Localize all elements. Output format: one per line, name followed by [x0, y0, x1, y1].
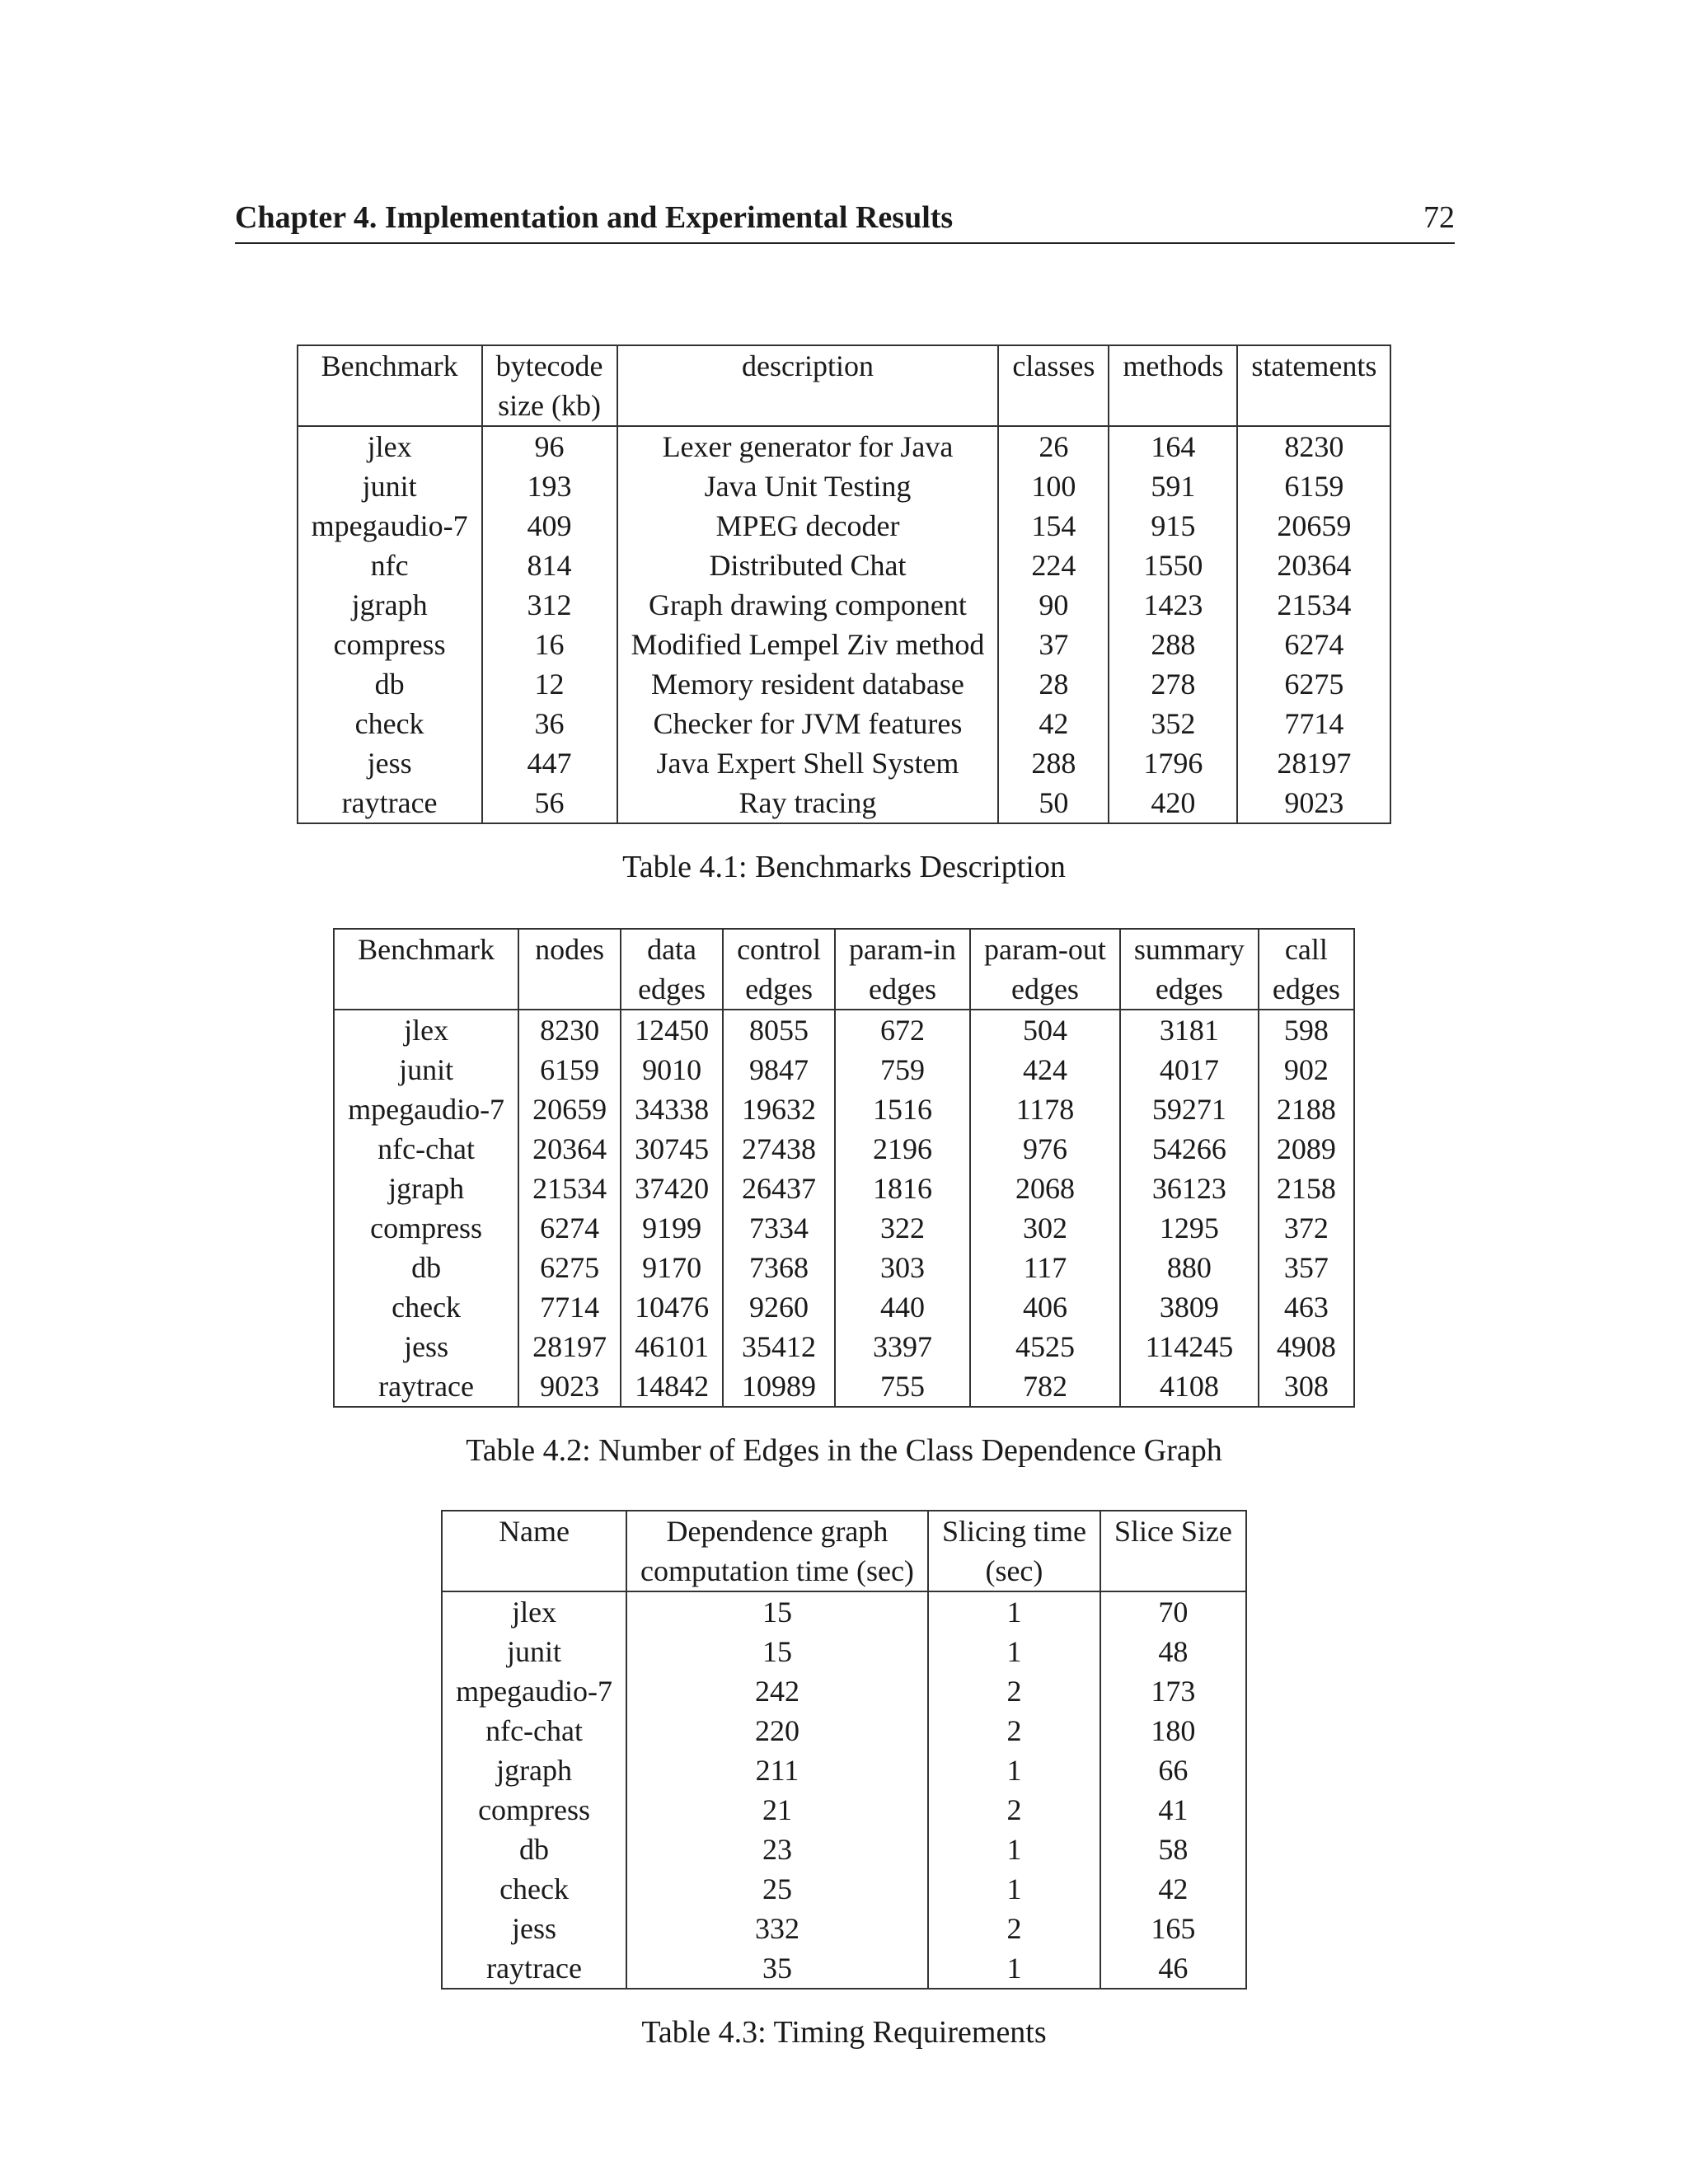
- table-cell: db: [442, 1830, 626, 1869]
- column-header: [1100, 1511, 1246, 1591]
- table-cell: 20364: [1237, 546, 1390, 585]
- table-cell: 26437: [723, 1169, 835, 1208]
- table-cell: 19632: [723, 1090, 835, 1129]
- table-row: [298, 585, 1391, 625]
- table-cell: 14842: [621, 1366, 723, 1407]
- table-cell: 406: [970, 1287, 1120, 1327]
- table-cell: 755: [835, 1366, 970, 1407]
- table-cell: 16: [482, 625, 617, 664]
- table-cell: 2158: [1259, 1169, 1354, 1208]
- table-cell: 12450: [621, 1010, 723, 1050]
- table-cell: 880: [1120, 1248, 1259, 1287]
- column-header: [998, 345, 1109, 426]
- table-row: [298, 625, 1391, 664]
- column-header-line: Slicing time: [941, 1515, 1086, 1548]
- table-cell: 288: [1109, 625, 1237, 664]
- table-cell: 90: [998, 585, 1109, 625]
- table-cell: mpegaudio-7: [334, 1090, 518, 1129]
- table-cell: 9023: [1237, 783, 1390, 823]
- table-cell: 6275: [518, 1248, 621, 1287]
- table-cell: 21534: [1237, 585, 1390, 625]
- timing-requirements-table: [441, 1510, 1247, 1990]
- column-header: [617, 345, 999, 426]
- table-4-1-block: [0, 344, 1688, 887]
- table-cell: 814: [482, 546, 617, 585]
- table-row: [334, 1050, 1354, 1090]
- table-cell: 26: [998, 426, 1109, 466]
- table-cell: 30745: [621, 1129, 723, 1169]
- column-header-line: [1251, 386, 1376, 425]
- table-cell: 50: [998, 783, 1109, 823]
- table-cell: mpegaudio-7: [298, 506, 482, 546]
- column-header: [442, 1511, 626, 1591]
- column-header-line: edges: [745, 972, 814, 1005]
- table-cell: 25: [626, 1869, 928, 1909]
- table-row: [442, 1750, 1246, 1790]
- table-row: [334, 1248, 1354, 1287]
- table-cell: 173: [1100, 1671, 1246, 1711]
- table-cell: junit: [334, 1050, 518, 1090]
- column-header: [298, 345, 482, 426]
- table-cell: 447: [482, 743, 617, 783]
- column-header-line: description: [741, 349, 874, 382]
- table-cell: 35412: [723, 1327, 835, 1366]
- benchmarks-description-table: [297, 344, 1392, 824]
- table-cell: 42: [998, 704, 1109, 743]
- table-cell: 9199: [621, 1208, 723, 1248]
- table-cell: 1516: [835, 1090, 970, 1129]
- table-cell: 28: [998, 664, 1109, 704]
- table-cell: 28197: [1237, 743, 1390, 783]
- table-cell: Checker for JVM features: [617, 704, 999, 743]
- table-cell: 3397: [835, 1327, 970, 1366]
- table-cell: 2: [928, 1711, 1100, 1750]
- column-header-line: [312, 386, 468, 425]
- table-cell: 1178: [970, 1090, 1120, 1129]
- table-cell: 21534: [518, 1169, 621, 1208]
- page-number: 72: [1423, 200, 1455, 235]
- table-cell: db: [334, 1248, 518, 1287]
- table-cell: 1: [928, 1750, 1100, 1790]
- column-header-line: edges: [1010, 972, 1079, 1005]
- column-header: [518, 929, 621, 1010]
- table-cell: 312: [482, 585, 617, 625]
- table-cell: jlex: [442, 1591, 626, 1632]
- table-cell: nfc: [298, 546, 482, 585]
- table-row: [334, 1169, 1354, 1208]
- table-cell: 440: [835, 1287, 970, 1327]
- header-row: [334, 929, 1354, 1010]
- table-cell: 1816: [835, 1169, 970, 1208]
- table-cell: 332: [626, 1909, 928, 1948]
- table-cell: 591: [1109, 466, 1237, 506]
- table-cell: 164: [1109, 426, 1237, 466]
- table-cell: 220: [626, 1711, 928, 1750]
- table-cell: 23: [626, 1830, 928, 1869]
- table-cell: jess: [298, 743, 482, 783]
- table-row: [334, 1129, 1354, 1169]
- table-row: [298, 783, 1391, 823]
- table-cell: 46101: [621, 1327, 723, 1366]
- table-cell: 6274: [1237, 625, 1390, 664]
- table-row: [442, 1711, 1246, 1750]
- table-cell: 96: [482, 426, 617, 466]
- table-cell: 2068: [970, 1169, 1120, 1208]
- table-cell: 9170: [621, 1248, 723, 1287]
- column-header-line: computation time (sec): [640, 1554, 914, 1587]
- table-cell: check: [334, 1287, 518, 1327]
- column-header-line: Name: [499, 1515, 570, 1548]
- table-cell: 303: [835, 1248, 970, 1287]
- table-cell: 352: [1109, 704, 1237, 743]
- table-cell: 6275: [1237, 664, 1390, 704]
- header-row: [442, 1511, 1246, 1591]
- table-row: [298, 664, 1391, 704]
- table-cell: 2188: [1259, 1090, 1354, 1129]
- table-cell: 20364: [518, 1129, 621, 1169]
- table-cell: 1295: [1120, 1208, 1259, 1248]
- table-cell: 37420: [621, 1169, 723, 1208]
- table-cell: 8055: [723, 1010, 835, 1050]
- table-cell: 66: [1100, 1750, 1246, 1790]
- table-row: [334, 1366, 1354, 1407]
- column-header-line: Slice Size: [1114, 1515, 1232, 1548]
- table-cell: 48: [1100, 1632, 1246, 1671]
- table-cell: 70: [1100, 1591, 1246, 1632]
- column-header-line: call: [1284, 933, 1328, 966]
- table-cell: Distributed Chat: [617, 546, 999, 585]
- column-header-line: Dependence graph: [666, 1515, 889, 1548]
- table-cell: 598: [1259, 1010, 1354, 1050]
- table-row: [442, 1948, 1246, 1989]
- table-cell: 463: [1259, 1287, 1354, 1327]
- column-header-line: statements: [1251, 349, 1377, 382]
- table-cell: 1: [928, 1948, 1100, 1989]
- table-row: [334, 1208, 1354, 1248]
- column-header-line: edges: [1155, 972, 1223, 1005]
- column-header-line: param-in: [849, 933, 956, 966]
- column-header-line: [1012, 386, 1095, 425]
- table-cell: 976: [970, 1129, 1120, 1169]
- table-row: [298, 704, 1391, 743]
- table-cell: 2: [928, 1909, 1100, 1948]
- table-cell: 242: [626, 1671, 928, 1711]
- table-cell: raytrace: [334, 1366, 518, 1407]
- table-cell: compress: [334, 1208, 518, 1248]
- column-header-line: nodes: [535, 933, 605, 966]
- header-row: [298, 345, 1391, 426]
- table-cell: junit: [442, 1632, 626, 1671]
- column-header-line: [456, 1551, 612, 1591]
- table-row: [442, 1790, 1246, 1830]
- table-cell: 6274: [518, 1208, 621, 1248]
- table-cell: nfc-chat: [442, 1711, 626, 1750]
- table-cell: 1: [928, 1830, 1100, 1869]
- table-cell: 9260: [723, 1287, 835, 1327]
- table-cell: 504: [970, 1010, 1120, 1050]
- table-cell: 2: [928, 1671, 1100, 1711]
- table-cell: 8230: [1237, 426, 1390, 466]
- table-cell: 10989: [723, 1366, 835, 1407]
- column-header: [970, 929, 1120, 1010]
- table-cell: 4017: [1120, 1050, 1259, 1090]
- table-cell: 37: [998, 625, 1109, 664]
- column-header: [621, 929, 723, 1010]
- column-header-line: methods: [1123, 349, 1224, 382]
- table-4-3-caption: Table 4.3: Timing Requirements: [641, 2015, 1047, 2050]
- table-cell: 28197: [518, 1327, 621, 1366]
- table-cell: junit: [298, 466, 482, 506]
- table-row: [298, 743, 1391, 783]
- table-4-2-caption: Table 4.2: Number of Edges in the Class Dependence Graph: [466, 1433, 1222, 1468]
- column-header: [482, 345, 617, 426]
- table-cell: 9010: [621, 1050, 723, 1090]
- table-cell: 4525: [970, 1327, 1120, 1366]
- column-header-line: [1114, 1551, 1232, 1591]
- table-row: [442, 1869, 1246, 1909]
- table-cell: 10476: [621, 1287, 723, 1327]
- table-cell: 20659: [1237, 506, 1390, 546]
- column-header-line: edges: [869, 972, 936, 1005]
- table-cell: Graph drawing component: [617, 585, 999, 625]
- table-cell: check: [298, 704, 482, 743]
- table-row: [442, 1591, 1246, 1632]
- table-cell: jgraph: [334, 1169, 518, 1208]
- table-cell: check: [442, 1869, 626, 1909]
- column-header-line: data: [647, 933, 697, 966]
- column-header-line: bytecode: [495, 349, 603, 382]
- column-header-line: edges: [638, 972, 706, 1005]
- table-4-2-block: [0, 928, 1688, 1470]
- table-cell: db: [298, 664, 482, 704]
- column-header: [1120, 929, 1259, 1010]
- table-cell: 224: [998, 546, 1109, 585]
- table-cell: 782: [970, 1366, 1120, 1407]
- table-cell: 308: [1259, 1366, 1354, 1407]
- column-header-line: size (kb): [498, 389, 602, 422]
- chapter-title: Chapter 4. Implementation and Experimental Results: [235, 200, 954, 235]
- table-cell: 27438: [723, 1129, 835, 1169]
- table-cell: 117: [970, 1248, 1120, 1287]
- table-cell: 4108: [1120, 1366, 1259, 1407]
- table-cell: 759: [835, 1050, 970, 1090]
- table-cell: 7334: [723, 1208, 835, 1248]
- table-cell: 15: [626, 1632, 928, 1671]
- table-cell: Ray tracing: [617, 783, 999, 823]
- table-cell: 7714: [518, 1287, 621, 1327]
- table-cell: 56: [482, 783, 617, 823]
- table-cell: 1796: [1109, 743, 1237, 783]
- table-cell: raytrace: [298, 783, 482, 823]
- table-cell: 2196: [835, 1129, 970, 1169]
- column-header-line: (sec): [985, 1554, 1043, 1587]
- table-cell: 42: [1100, 1869, 1246, 1909]
- table-cell: 3181: [1120, 1010, 1259, 1050]
- table-row: [334, 1010, 1354, 1050]
- column-header-line: [631, 386, 985, 425]
- table-cell: nfc-chat: [334, 1129, 518, 1169]
- table-row: [334, 1287, 1354, 1327]
- table-4-1-caption: Table 4.1: Benchmarks Description: [622, 850, 1066, 884]
- table-cell: 1: [928, 1632, 1100, 1671]
- table-4-3-block: [0, 1510, 1688, 2052]
- table-cell: mpegaudio-7: [442, 1671, 626, 1711]
- table-cell: 2089: [1259, 1129, 1354, 1169]
- table-cell: 12: [482, 664, 617, 704]
- column-header-line: summary: [1133, 933, 1245, 966]
- table-row: [334, 1327, 1354, 1366]
- table-row: [298, 506, 1391, 546]
- table-row: [298, 426, 1391, 466]
- table-cell: 6159: [1237, 466, 1390, 506]
- table-cell: 322: [835, 1208, 970, 1248]
- column-header: [1259, 929, 1354, 1010]
- table-cell: 15: [626, 1591, 928, 1632]
- column-header-line: [532, 969, 607, 1009]
- column-header-line: Benchmark: [321, 349, 458, 382]
- table-cell: 9023: [518, 1366, 621, 1407]
- table-cell: raytrace: [442, 1948, 626, 1989]
- table-cell: 288: [998, 743, 1109, 783]
- table-cell: 9847: [723, 1050, 835, 1090]
- table-cell: 154: [998, 506, 1109, 546]
- table-cell: jgraph: [442, 1750, 626, 1790]
- column-header-line: Benchmark: [358, 933, 495, 966]
- column-header-line: edges: [1272, 972, 1340, 1005]
- column-header: [928, 1511, 1100, 1591]
- column-header: [626, 1511, 928, 1591]
- table-cell: 20659: [518, 1090, 621, 1129]
- table-cell: 420: [1109, 783, 1237, 823]
- table-cell: Java Expert Shell System: [617, 743, 999, 783]
- table-cell: 46: [1100, 1948, 1246, 1989]
- table-cell: 2: [928, 1790, 1100, 1830]
- table-cell: 21: [626, 1790, 928, 1830]
- table-row: [334, 1090, 1354, 1129]
- table-cell: 7714: [1237, 704, 1390, 743]
- table-cell: Modified Lempel Ziv method: [617, 625, 999, 664]
- table-cell: Java Unit Testing: [617, 466, 999, 506]
- table-cell: 8230: [518, 1010, 621, 1050]
- table-row: [442, 1830, 1246, 1869]
- table-row: [442, 1909, 1246, 1948]
- table-row: [442, 1632, 1246, 1671]
- table-cell: 36123: [1120, 1169, 1259, 1208]
- table-cell: 357: [1259, 1248, 1354, 1287]
- table-cell: 7368: [723, 1248, 835, 1287]
- column-header-line: [1123, 386, 1223, 425]
- column-header: [334, 929, 518, 1010]
- table-row: [298, 546, 1391, 585]
- table-cell: 34338: [621, 1090, 723, 1129]
- table-cell: 35: [626, 1948, 928, 1989]
- table-cell: 211: [626, 1750, 928, 1790]
- table-cell: 6159: [518, 1050, 621, 1090]
- table-cell: 58: [1100, 1830, 1246, 1869]
- column-header-line: classes: [1012, 349, 1095, 382]
- table-cell: 1: [928, 1869, 1100, 1909]
- table-cell: jess: [442, 1909, 626, 1948]
- table-cell: 1: [928, 1591, 1100, 1632]
- column-header: [1109, 345, 1237, 426]
- table-cell: compress: [442, 1790, 626, 1830]
- table-cell: MPEG decoder: [617, 506, 999, 546]
- table-cell: 36: [482, 704, 617, 743]
- table-cell: 165: [1100, 1909, 1246, 1948]
- table-cell: 409: [482, 506, 617, 546]
- table-cell: 302: [970, 1208, 1120, 1248]
- table-cell: Lexer generator for Java: [617, 426, 999, 466]
- table-cell: 114245: [1120, 1327, 1259, 1366]
- column-header: [1237, 345, 1390, 426]
- table-cell: 4908: [1259, 1327, 1354, 1366]
- column-header: [723, 929, 835, 1010]
- table-cell: jlex: [298, 426, 482, 466]
- table-cell: 193: [482, 466, 617, 506]
- table-cell: 672: [835, 1010, 970, 1050]
- table-cell: 59271: [1120, 1090, 1259, 1129]
- table-cell: 424: [970, 1050, 1120, 1090]
- table-cell: 278: [1109, 664, 1237, 704]
- table-row: [442, 1671, 1246, 1711]
- table-cell: 372: [1259, 1208, 1354, 1248]
- column-header-line: [348, 969, 504, 1009]
- table-cell: Memory resident database: [617, 664, 999, 704]
- table-cell: 100: [998, 466, 1109, 506]
- table-cell: 1550: [1109, 546, 1237, 585]
- table-cell: jlex: [334, 1010, 518, 1050]
- table-cell: compress: [298, 625, 482, 664]
- running-header: [235, 196, 1455, 244]
- table-row: [298, 466, 1391, 506]
- table-cell: 1423: [1109, 585, 1237, 625]
- table-cell: 915: [1109, 506, 1237, 546]
- table-cell: 180: [1100, 1711, 1246, 1750]
- table-cell: 3809: [1120, 1287, 1259, 1327]
- table-cell: 41: [1100, 1790, 1246, 1830]
- table-cell: jgraph: [298, 585, 482, 625]
- table-cell: jess: [334, 1327, 518, 1366]
- column-header: [835, 929, 970, 1010]
- column-header-line: control: [737, 933, 822, 966]
- column-header-line: param-out: [983, 933, 1106, 966]
- edges-table: [333, 928, 1355, 1408]
- table-cell: 54266: [1120, 1129, 1259, 1169]
- table-cell: 902: [1259, 1050, 1354, 1090]
